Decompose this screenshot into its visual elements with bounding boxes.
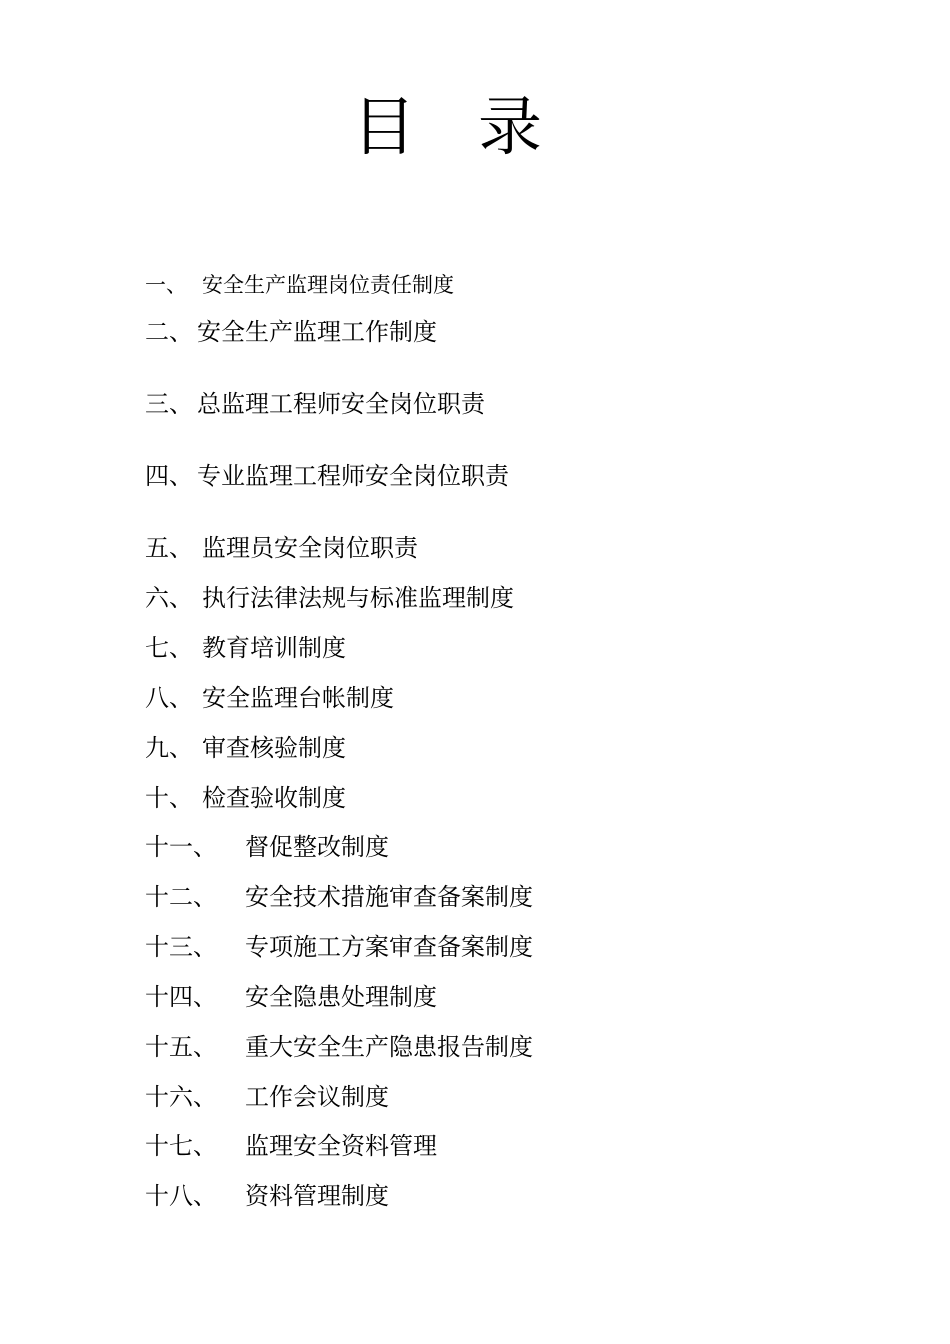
toc-item-label: 审查核验制度 bbox=[202, 734, 346, 762]
toc-item-number: 四、 bbox=[145, 462, 193, 490]
toc-item-label: 安全隐患处理制度 bbox=[245, 983, 437, 1011]
toc-item-number: 十八、 bbox=[145, 1182, 217, 1210]
toc-item-label: 监理安全资料管理 bbox=[245, 1132, 437, 1160]
toc-item-number: 八、 bbox=[145, 684, 193, 712]
toc-item-label: 执行法律法规与标准监理制度 bbox=[202, 584, 514, 612]
toc-item-label: 资料管理制度 bbox=[245, 1182, 389, 1210]
toc-item-number: 十四、 bbox=[145, 983, 217, 1011]
toc-item-label: 监理员安全岗位职责 bbox=[202, 534, 418, 562]
title-char-1: 目 bbox=[352, 91, 416, 165]
toc-item-number: 五、 bbox=[145, 534, 193, 562]
toc-item-number: 九、 bbox=[145, 734, 193, 762]
toc-item-label: 专项施工方案审查备案制度 bbox=[245, 933, 533, 961]
toc-item-label: 安全技术措施审查备案制度 bbox=[245, 883, 533, 911]
toc-item-label: 督促整改制度 bbox=[245, 833, 389, 861]
toc-item-number: 十三、 bbox=[145, 933, 217, 961]
toc-item-label: 总监理工程师安全岗位职责 bbox=[197, 390, 485, 418]
toc-item-number: 十五、 bbox=[145, 1033, 217, 1061]
toc-item-label: 教育培训制度 bbox=[202, 634, 346, 662]
toc-item-label: 安全生产监理岗位责任制度 bbox=[202, 273, 454, 297]
toc-item-number: 十一、 bbox=[145, 833, 217, 861]
toc-item-number: 七、 bbox=[145, 634, 193, 662]
toc-item-label: 专业监理工程师安全岗位职责 bbox=[197, 462, 509, 490]
toc-item-number: 十六、 bbox=[145, 1083, 217, 1111]
toc-item-number: 二、 bbox=[145, 318, 193, 346]
title-char-2: 录 bbox=[478, 91, 542, 165]
toc-item-number: 十七、 bbox=[145, 1132, 217, 1160]
toc-item-number: 一、 bbox=[145, 273, 187, 297]
toc-item-number: 十、 bbox=[145, 784, 193, 812]
toc-item-number: 六、 bbox=[145, 584, 193, 612]
toc-item-label: 重大安全生产隐患报告制度 bbox=[245, 1033, 533, 1061]
toc-item-label: 检查验收制度 bbox=[202, 784, 346, 812]
toc-item-label: 安全监理台帐制度 bbox=[202, 684, 394, 712]
table-of-contents bbox=[145, 0, 845, 1344]
toc-item-label: 工作会议制度 bbox=[245, 1083, 389, 1111]
toc-item-label: 安全生产监理工作制度 bbox=[197, 318, 437, 346]
toc-item-number: 十二、 bbox=[145, 883, 217, 911]
toc-item-number: 三、 bbox=[145, 390, 193, 418]
